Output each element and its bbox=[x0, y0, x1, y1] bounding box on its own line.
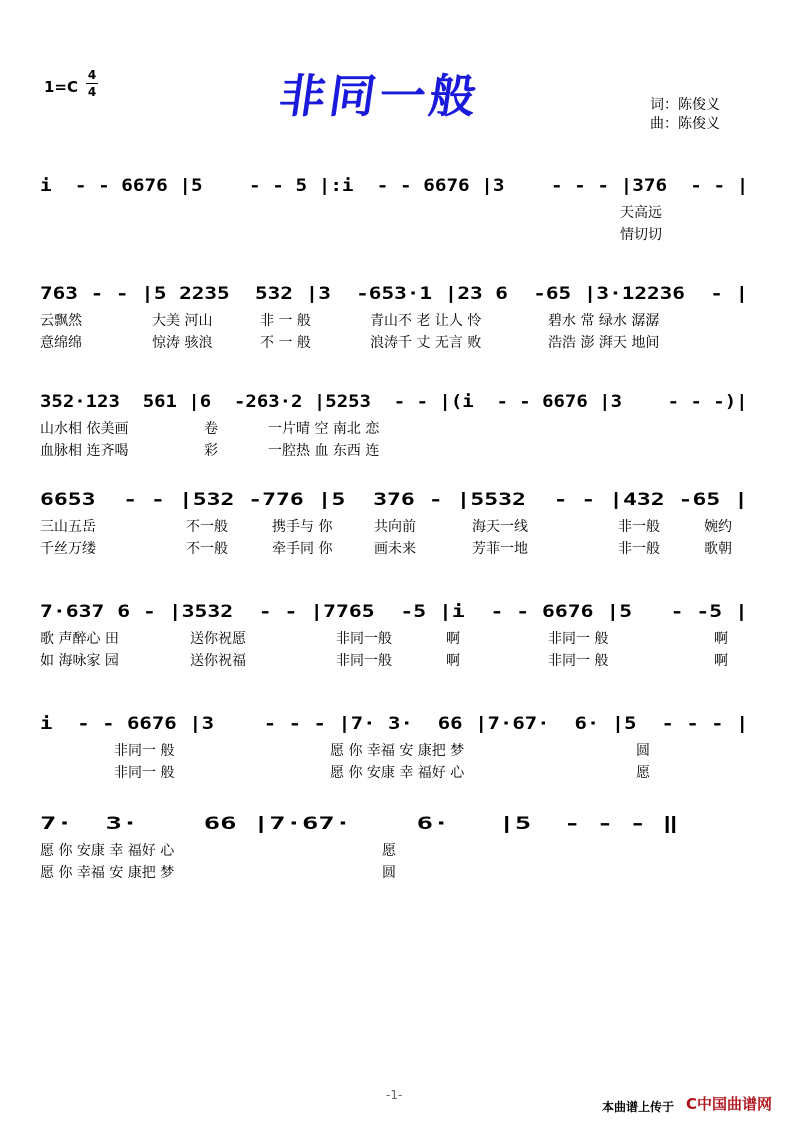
lyric-verse-1: 三山五岳 bbox=[40, 519, 96, 535]
lyric-verse-1: 天高远 bbox=[620, 205, 662, 221]
staff-row-5 bbox=[40, 602, 752, 628]
lyric-verse-1: 山水相 依美画 bbox=[40, 421, 129, 437]
lyric-verse-1: 婉约 bbox=[704, 519, 732, 535]
staff-row-6 bbox=[40, 714, 752, 740]
lyric-verse-2: 非一般 bbox=[618, 541, 660, 557]
lyric-verse-2: 圆 bbox=[382, 865, 396, 881]
lyric-verse-2: 芳菲一地 bbox=[472, 541, 528, 557]
lyric-verse-2: 彩 bbox=[204, 443, 218, 459]
lyric-verse-2: 意绵绵 bbox=[40, 335, 82, 351]
lyric-verse-1: 愿 你 安康 幸 福好 心 bbox=[40, 843, 175, 859]
lyric-verse-2: 牵手同 你 bbox=[272, 541, 333, 557]
lyricist: 词：陈俊义 bbox=[650, 97, 720, 113]
notation-line: i - - 6676 |3 - - - |7· 3· 66 |7·67· 6· |5 - - - | bbox=[40, 714, 749, 734]
page-number: -1- bbox=[386, 1088, 403, 1102]
song-title: 非同一般 bbox=[275, 69, 484, 123]
lyric-verse-2: 愿 你 安康 幸 福好 心 bbox=[330, 765, 465, 781]
lyric-verse-1: 非同一般 bbox=[336, 631, 392, 647]
lyric-verse-2: 不 一 般 bbox=[260, 335, 311, 351]
notation-line: 7· 3· 66 |7·67· 6· |5 - - - ‖ bbox=[40, 814, 679, 834]
lyric-verse-1: 愿 bbox=[382, 843, 396, 859]
notation-line: 763 - - |5 2235 532 |3 -653·1 |23 6 -65 |3·12236 - | bbox=[40, 284, 749, 304]
time-signature-top: 4 bbox=[87, 68, 97, 82]
lyric-verse-2: 画未来 bbox=[374, 541, 416, 557]
lyric-verse-2: 惊涛 骇浪 bbox=[152, 335, 213, 351]
notation-line: i - - 6676 |5 - - 5 |:i - - 6676 |3 - - - |376 - - | bbox=[40, 176, 749, 196]
lyric-verse-2: 啊 bbox=[446, 653, 460, 669]
notation-line: 352·123 561 |6 -263·2 |5253 - - |(i - - 6676 |3 - - -)| bbox=[40, 392, 748, 412]
lyric-verse-1: 海天一线 bbox=[472, 519, 528, 535]
lyric-verse-2: 情切切 bbox=[620, 227, 662, 243]
lyric-verse-2: 非同一 般 bbox=[548, 653, 609, 669]
notation-line: 7·637 6 - |3532 - - |7765 -5 |i - - 6676 |5 - -5 | bbox=[40, 602, 748, 622]
upload-note: 本曲谱上传于 bbox=[602, 1100, 675, 1114]
lyric-verse-2: 千丝万缕 bbox=[40, 541, 96, 557]
lyric-verse-1: 非 一 般 bbox=[260, 313, 311, 329]
lyric-verse-1: 愿 你 幸福 安 康把 梦 bbox=[330, 743, 465, 759]
lyric-verse-1: 圆 bbox=[636, 743, 650, 759]
staff-row-2 bbox=[40, 284, 752, 310]
site-logo: C中国曲谱网 bbox=[686, 1095, 773, 1113]
lyric-verse-2: 歌朝 bbox=[704, 541, 732, 557]
lyric-verse-1: 携手与 你 bbox=[272, 519, 333, 535]
lyric-verse-2: 浩浩 澎 湃天 地间 bbox=[548, 335, 660, 351]
composer: 曲：陈俊义 bbox=[650, 116, 720, 132]
lyric-verse-2: 血脉相 连齐喝 bbox=[40, 443, 129, 459]
lyric-verse-2: 非同一 般 bbox=[114, 765, 175, 781]
site-logo-text: 中国曲谱网 bbox=[697, 1095, 773, 1113]
lyric-verse-1: 送你祝愿 bbox=[190, 631, 246, 647]
lyric-verse-1: 非同一 般 bbox=[548, 631, 609, 647]
staff-row-4 bbox=[40, 490, 752, 516]
lyric-verse-1: 青山不 老 让人 怜 bbox=[370, 313, 482, 329]
lyric-verse-1: 非一般 bbox=[618, 519, 660, 535]
lyric-verse-1: 卷 bbox=[204, 421, 218, 437]
lyric-verse-2: 愿 bbox=[636, 765, 650, 781]
notation-line: 6653 - - |532 -776 |5 376 - |5532 - - |432 -65 | bbox=[40, 490, 748, 510]
lyric-verse-2: 一腔热 血 东西 连 bbox=[268, 443, 380, 459]
lyric-verse-1: 大美 河山 bbox=[152, 313, 213, 329]
lyric-verse-1: 碧水 常 绿水 潺潺 bbox=[548, 313, 660, 329]
lyric-verse-2: 不一般 bbox=[186, 541, 228, 557]
lyric-verse-2: 如 海咏家 园 bbox=[40, 653, 119, 669]
key-signature: 1=C bbox=[44, 78, 79, 96]
lyric-verse-2: 送你祝福 bbox=[190, 653, 246, 669]
staff-row-1 bbox=[40, 176, 752, 202]
lyric-verse-1: 共向前 bbox=[374, 519, 416, 535]
lyric-verse-1: 不一般 bbox=[186, 519, 228, 535]
lyric-verse-2: 愿 你 幸福 安 康把 梦 bbox=[40, 865, 175, 881]
lyric-verse-1: 啊 bbox=[446, 631, 460, 647]
staff-row-7 bbox=[40, 814, 752, 840]
lyric-verse-1: 一片晴 空 南北 恋 bbox=[268, 421, 380, 437]
lyric-verse-2: 啊 bbox=[714, 653, 728, 669]
lyric-verse-1: 啊 bbox=[714, 631, 728, 647]
lyric-verse-1: 云飘然 bbox=[40, 313, 82, 329]
lyric-verse-1: 非同一 般 bbox=[114, 743, 175, 759]
lyric-verse-2: 浪涛千 丈 无言 败 bbox=[370, 335, 482, 351]
time-signature bbox=[86, 68, 98, 99]
lyric-verse-1: 歌 声醉心 田 bbox=[40, 631, 119, 647]
lyric-verse-2: 非同一般 bbox=[336, 653, 392, 669]
time-signature-bottom: 4 bbox=[87, 85, 97, 99]
staff-row-3 bbox=[40, 392, 752, 418]
